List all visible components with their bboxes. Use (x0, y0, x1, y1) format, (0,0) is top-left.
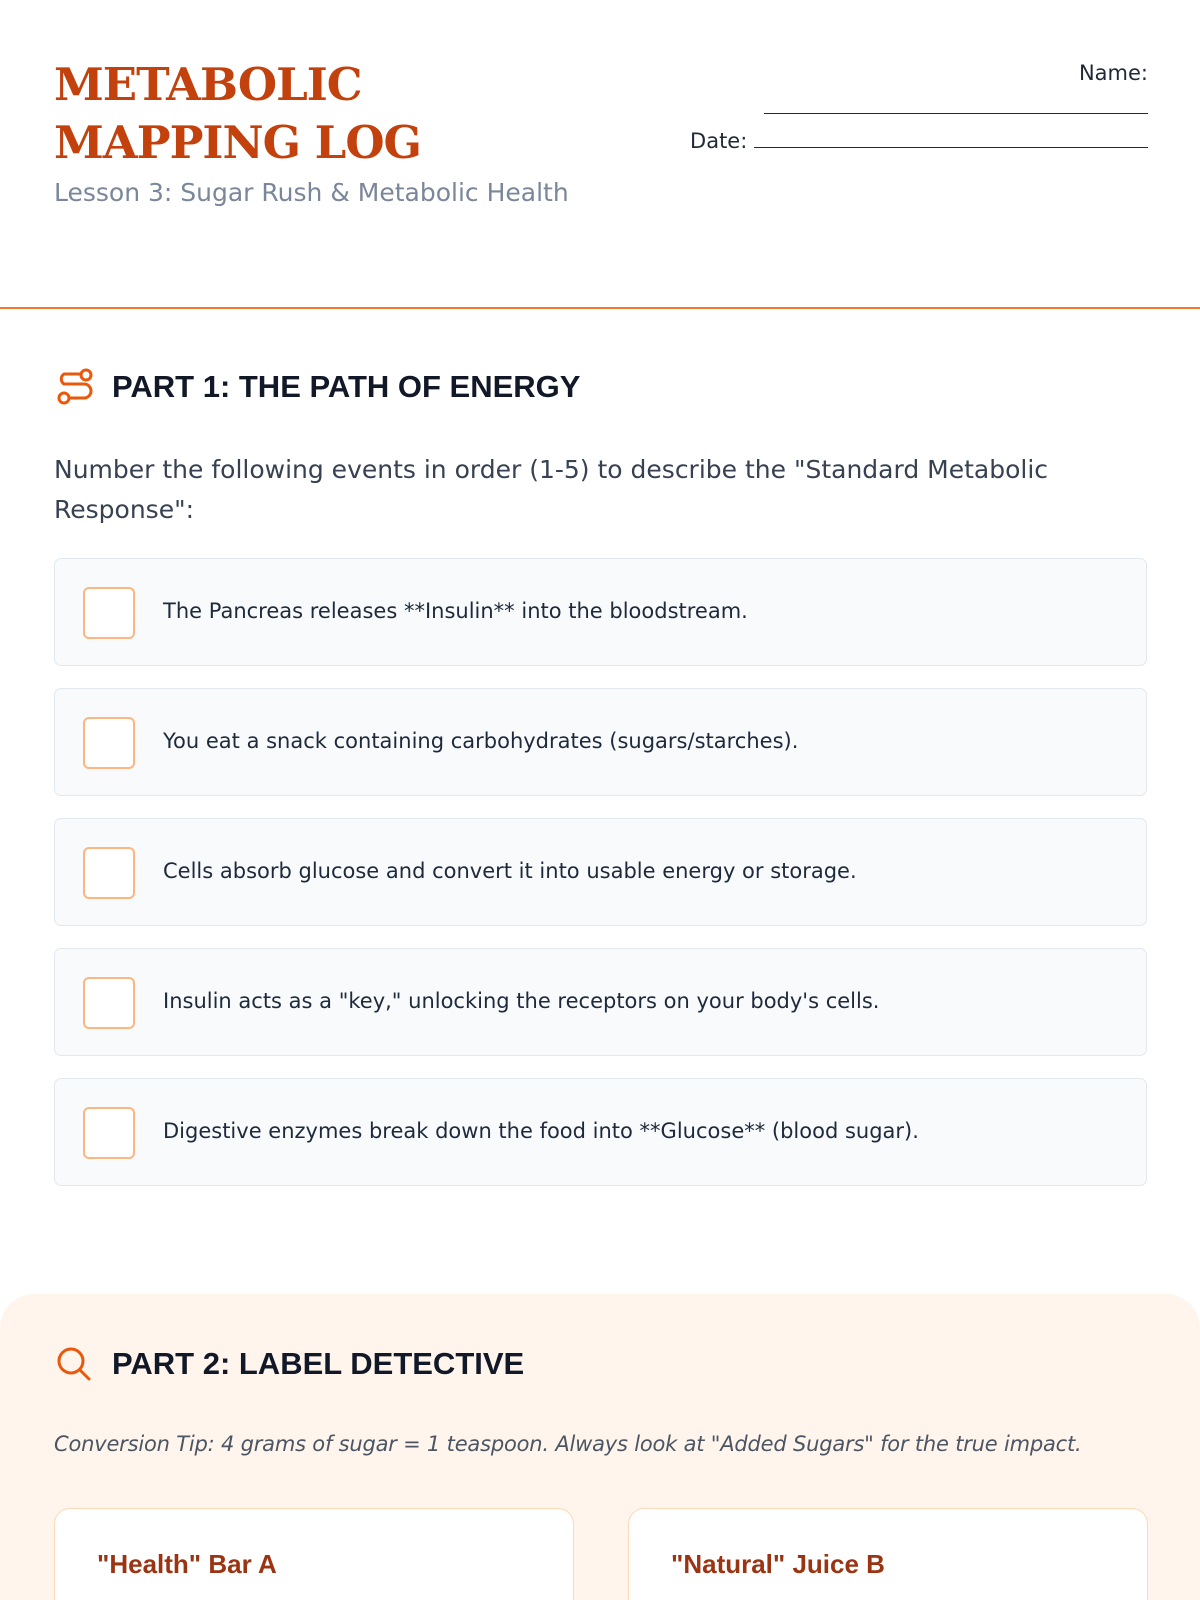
page-title: METABOLIC MAPPING LOG (54, 58, 421, 169)
order-number-box[interactable] (83, 977, 135, 1029)
name-line[interactable] (668, 90, 1148, 124)
order-number-box[interactable] (83, 847, 135, 899)
part1-title: PART 1: THE PATH OF ENERGY (112, 369, 581, 404)
part2-title: PART 2: LABEL DETECTIVE (112, 1346, 525, 1381)
label-card-title: "Health" Bar A (97, 1549, 277, 1579)
order-number-box[interactable] (83, 717, 135, 769)
name-field[interactable] (668, 56, 1148, 90)
part1-instructions: Number the following events in order (1-5) to describe the "Standard Metabolic Response": (54, 455, 1049, 524)
event-text: You eat a snack containing carbohydrates (sugars/starches). (163, 729, 799, 753)
event-item (54, 558, 1147, 666)
worksheet-header (0, 0, 1200, 309)
label-card (54, 1508, 574, 1600)
route-icon (54, 367, 94, 407)
conversion-tip: Conversion Tip: 4 grams of sugar = 1 teaspoon. Always look at "Added Sugars" for the true impact. (54, 1432, 1082, 1456)
date-field[interactable] (668, 124, 1148, 158)
event-list (54, 558, 1147, 1208)
event-item (54, 688, 1147, 796)
date-line[interactable] (754, 130, 1148, 148)
event-item (54, 948, 1147, 1056)
part1-heading (54, 365, 580, 409)
part2-heading (54, 1342, 524, 1386)
order-number-box[interactable] (83, 587, 135, 639)
order-number-box[interactable] (83, 1107, 135, 1159)
student-fields (668, 56, 1148, 158)
label-card-title: "Natural" Juice B (671, 1549, 885, 1579)
part2-section (0, 1294, 1200, 1600)
event-text: The Pancreas releases **Insulin** into the bloodstream. (163, 599, 748, 623)
event-text: Insulin acts as a "key," unlocking the receptors on your body's cells. (163, 989, 880, 1013)
event-item (54, 1078, 1147, 1186)
date-label: Date: (690, 129, 748, 153)
page-subtitle: Lesson 3: Sugar Rush & Metabolic Health (54, 178, 569, 207)
event-text: Cells absorb glucose and convert it into usable energy or storage. (163, 859, 857, 883)
name-label: Name: (1078, 61, 1148, 85)
event-item (54, 818, 1147, 926)
label-card (628, 1508, 1148, 1600)
search-icon (54, 1344, 94, 1384)
event-text: Digestive enzymes break down the food into **Glucose** (blood sugar). (163, 1119, 919, 1143)
